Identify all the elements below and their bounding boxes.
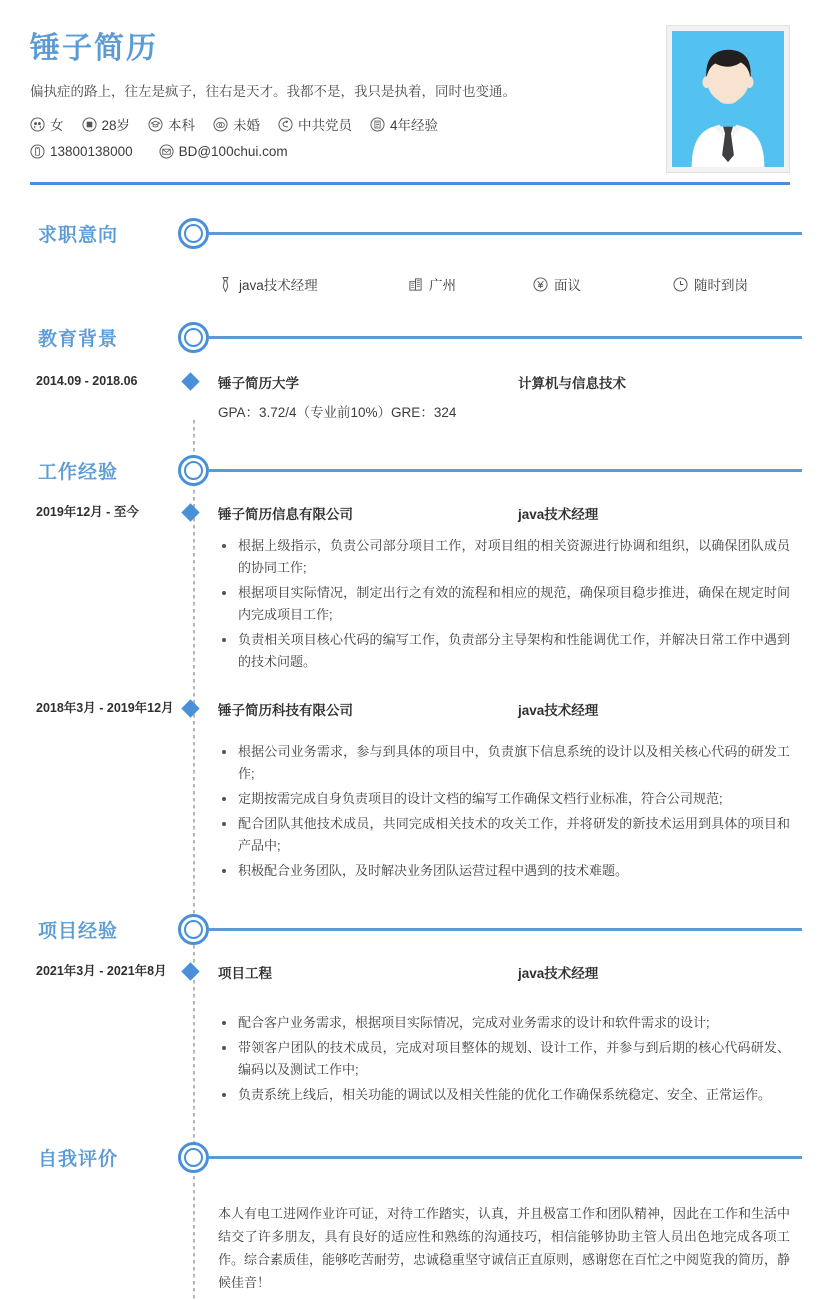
work-date: 2018年3月 - 2019年12月: [36, 701, 174, 715]
tie-icon: [218, 276, 233, 293]
section-marker-icon: [178, 322, 209, 353]
meta-gender: [30, 114, 64, 134]
work-body: [218, 503, 820, 673]
section-marker-icon: [178, 914, 209, 945]
clock-icon: [673, 277, 688, 292]
contact-email: [159, 144, 288, 159]
list-item: 根据上级指示，负责公司部分项目工作，对项目组的相关资源进行协调和组织，以确保团队成员的协同工作;: [218, 535, 790, 579]
intent-items: [218, 274, 820, 294]
meta-age-label: 28岁: [101, 118, 131, 133]
intent-salary-label: 面议: [554, 278, 581, 293]
section-title-project: 项目经验: [38, 921, 119, 942]
work-date: 2019年12月 - 至今: [36, 505, 139, 519]
section-title-summary: 自我评价: [38, 1149, 119, 1170]
education-icon: [148, 117, 163, 132]
section-work-experience: [0, 449, 820, 882]
age-icon: [82, 117, 97, 132]
section-title-education: 教育背景: [38, 329, 119, 350]
experience-icon: [370, 117, 385, 132]
building-icon: [408, 277, 423, 292]
self-evaluation-text: 本人有电工进网作业许可证，对待工作踏实，认真，并且极富工作和团队精神，因此在工作和生活中结交了许多朋友，具有良好的适应性和熟练的沟通技巧，相信能够协助主管人员出色地完成各项工作。综合素质佳，能够吃苦耐劳，忠诚稳重坚守诚信正直原则，感谢您在百忙之中阅览我的简历，静候佳音！: [218, 1206, 791, 1290]
intent-position: [218, 274, 408, 294]
resume-header: [0, 0, 820, 180]
work-toprow: [218, 503, 790, 523]
list-item: 负责系统上线后，相关功能的调试以及相关性能的优化工作确保系统稳定、安全、正常运作。: [218, 1084, 790, 1106]
project-name: 项目工程: [218, 966, 272, 981]
work-entry: [0, 503, 820, 673]
meta-education: [148, 114, 195, 134]
resume-body: [0, 180, 820, 1294]
work-body: [218, 699, 820, 882]
section-rule: [209, 1156, 802, 1159]
meta-marital-label: 未婚: [233, 118, 261, 133]
tagline: 偏执症的路上，往左是疯子，往右是天才。我都不是，我只是执着，同时也变通。: [30, 84, 516, 99]
education-major: 计算机与信息技术: [518, 376, 626, 391]
education-school: 锤子简历大学: [218, 376, 299, 391]
section-header: [0, 1136, 820, 1182]
education-date: 2014.09 - 2018.06: [36, 374, 138, 388]
section-rule: [209, 232, 802, 235]
work-entry: [0, 699, 820, 882]
meta-gender-label: 女: [50, 118, 64, 133]
avatar: [666, 25, 790, 173]
list-item: 根据项目实际情况，制定出行之有效的流程和相应的规范，确保项目稳步推进，确保在规定时间内完成项目工作;: [218, 582, 790, 626]
marital-icon: [213, 117, 228, 132]
list-item: 负责相关项目核心代码的编写工作，负责部分主导架构和性能调优工作，并解决日常工作中遇到的技术问题。: [218, 629, 790, 673]
yen-icon: [533, 277, 548, 292]
section-header: [0, 449, 820, 495]
work-role: java技术经理: [518, 703, 599, 718]
intent-availability-label: 随时到岗: [694, 278, 748, 293]
avatar-photo: [672, 31, 784, 167]
work-toprow: [218, 699, 790, 719]
section-title-work: 工作经验: [38, 462, 119, 483]
meta-marital: [213, 114, 260, 134]
section-header: [0, 908, 820, 954]
list-item: 配合团队其他技术成员，共同完成相关技术的攻关工作，并将研发的新技术运用到具体的项目和产品中;: [218, 813, 790, 857]
education-detail: GPA：3.72/4（专业前10%）GRE：324: [218, 405, 457, 420]
meta-political-status: [278, 114, 352, 134]
meta-political-status-label: 中共党员: [298, 118, 353, 133]
section-rule: [209, 928, 802, 931]
list-item: 带领客户团队的技术成员，完成对项目整体的规划、设计工作，并参与到后期的核心代码研发、编码以及测试工作中;: [218, 1037, 790, 1081]
project-body: [218, 962, 820, 1106]
phone-icon: [30, 144, 45, 159]
education-entry: [0, 372, 820, 423]
contact-email-label: BD@100chui.com: [178, 144, 288, 159]
project-toprow: [218, 962, 790, 982]
work-company: 锤子简历科技有限公司: [218, 703, 353, 718]
meta-education-label: 本科: [168, 118, 196, 133]
timeline-diamond-icon: [181, 699, 199, 717]
work-bullets: [218, 741, 790, 882]
list-item: 积极配合业务团队，及时解决业务团队运营过程中遇到的技术难题。: [218, 860, 790, 882]
intent-city-label: 广州: [429, 278, 456, 293]
project-role: java技术经理: [518, 966, 599, 981]
section-title-intent: 求职意向: [38, 225, 119, 246]
intent-availability: [673, 274, 748, 294]
section-self-evaluation: [0, 1136, 820, 1294]
section-header: [0, 316, 820, 362]
timeline-diamond-icon: [181, 503, 199, 521]
email-icon: [159, 144, 174, 159]
section-rule: [209, 336, 802, 339]
section-rule: [209, 469, 802, 472]
project-entry: [0, 962, 820, 1106]
section-marker-icon: [178, 455, 209, 486]
section-header: [0, 212, 820, 258]
gender-icon: [30, 117, 45, 132]
section-job-intent: [0, 212, 820, 294]
timeline-diamond-icon: [181, 372, 199, 390]
contact-phone: [30, 144, 133, 159]
intent-position-label: java技术经理: [239, 278, 318, 293]
work-company: 锤子简历信息有限公司: [218, 507, 353, 522]
meta-experience: [370, 114, 438, 134]
education-body: [218, 372, 820, 423]
list-item: 根据公司业务需求，参与到具体的项目中，负责旗下信息系统的设计以及相关核心代码的研发工作;: [218, 741, 790, 785]
meta-experience-label: 4年经验: [390, 118, 439, 133]
section-marker-icon: [178, 1142, 209, 1173]
section-marker-icon: [178, 218, 209, 249]
list-item: 定期按需完成自身负责项目的设计文档的编写工作确保文档行业标准，符合公司规范;: [218, 788, 790, 810]
contact-phone-label: 13800138000: [50, 144, 133, 159]
intent-city: [408, 274, 533, 294]
project-date: 2021年3月 - 2021年8月: [36, 964, 167, 978]
work-bullets: [218, 535, 790, 673]
section-education: [0, 316, 820, 423]
project-bullets: [218, 1012, 790, 1106]
political-status-icon: [278, 117, 293, 132]
list-item: 配合客户业务需求，根据项目实际情况，完成对业务需求的设计和软件需求的设计;: [218, 1012, 790, 1034]
work-role: java技术经理: [518, 507, 599, 522]
meta-age: [82, 114, 131, 134]
education-toprow: [218, 372, 790, 392]
section-project-experience: [0, 908, 820, 1106]
timeline-diamond-icon: [181, 962, 199, 980]
intent-salary: [533, 274, 673, 294]
page-title: 锤子简历: [30, 32, 158, 65]
